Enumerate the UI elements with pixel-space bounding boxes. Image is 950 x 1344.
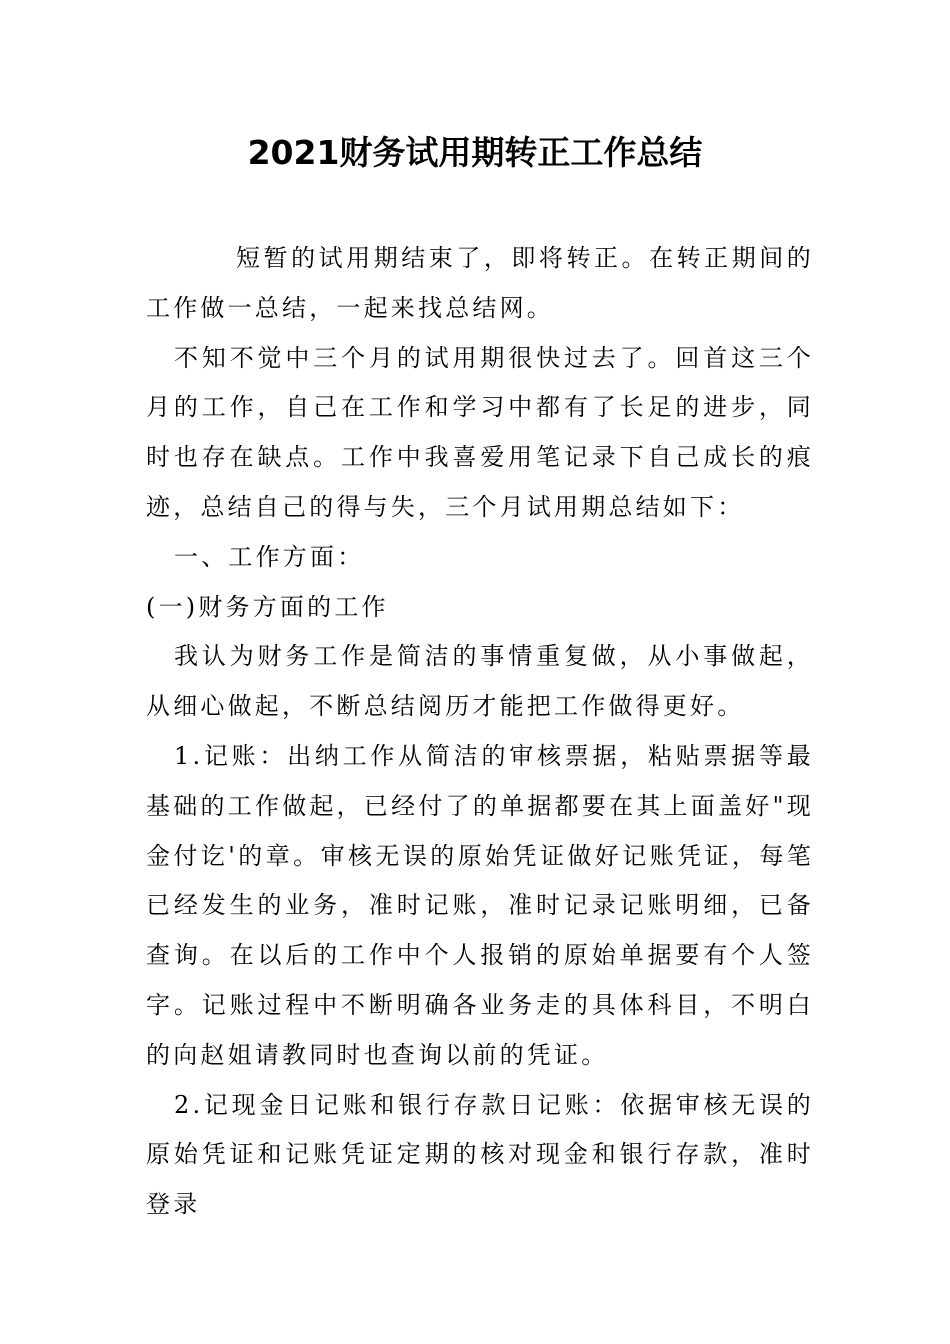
subsection-heading-finance: (一)财务方面的工作 <box>146 592 389 621</box>
document-body <box>146 234 814 1230</box>
paragraph-bookkeeping: 1.记账：出纳工作从简洁的审核票据，粘贴票据等最基础的工作做起，已经付了的单据都要在其上面盖好"现金付讫'的章。审核无误的原始凭证做好记账凭证，每笔已经发生的业务，准时记账，准时记录记账明细，已备查询。在以后的工作中个人报销的原始单据要有个人签字。记账过程中不断明确各业务走的具体科目，不明白的向赵姐请教同时也查询以前的凭证。 <box>146 741 814 1069</box>
paragraph-summary: 不知不觉中三个月的试用期很快过去了。回首这三个月的工作，自己在工作和学习中都有了长足的进步，同时也存在缺点。工作中我喜爱用笔记录下自己成长的痕迹，总结自己的得与失，三个月试用期总结如下： <box>146 343 814 521</box>
paragraph-finance-view: 我认为财务工作是简洁的事情重复做，从小事做起，从细心做起，不断总结阅历才能把工作做得更好。 <box>146 642 814 721</box>
document-title: 2021财务试用期转正工作总结 <box>247 133 703 172</box>
section-heading-work: 一、工作方面： <box>174 542 365 571</box>
paragraph-cash-journal: 2.记现金日记账和银行存款日记账：依据审核无误的原始凭证和记账凭证定期的核对现金和银行存款，准时登录 <box>146 1090 814 1219</box>
paragraph-intro: 短暂的试用期结束了，即将转正。在转正期间的工作做一总结，一起来找总结网。 <box>146 244 814 322</box>
